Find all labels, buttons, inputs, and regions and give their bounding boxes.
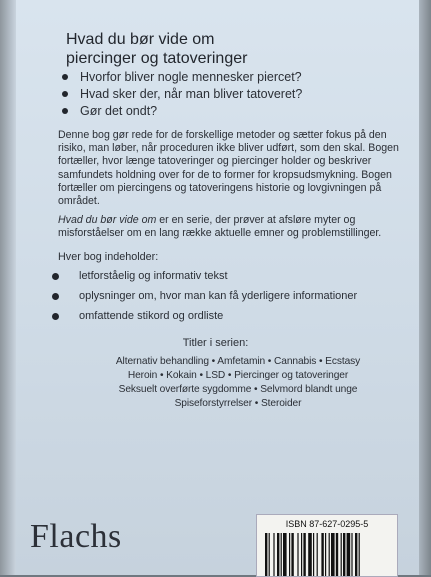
title-line-2: piercinger og tatoveringer — [66, 50, 248, 67]
list-item: oplysninger om, hvor man kan få yderligere informationer — [52, 286, 357, 306]
list-item: omfattende stikord og ordliste — [52, 306, 357, 326]
isbn-barcode-box — [256, 514, 398, 577]
series-line: Heroin • Kokain • LSD • Piercinger og tatoveringer — [127, 370, 349, 381]
cover-right-edge — [419, 0, 431, 575]
contents-list — [52, 266, 357, 326]
contents-heading: Hver bog indeholder: — [58, 251, 159, 263]
bullet-icon — [52, 293, 59, 300]
series-line: Seksuelt overførte sygdomme • Selvmord blandt unge — [118, 384, 358, 395]
isbn-number: ISBN 87-627-0295-5 — [285, 519, 369, 529]
barcode-icon — [263, 533, 391, 576]
bullet-icon — [62, 91, 68, 97]
series-titles — [18, 355, 431, 411]
bullet-icon — [52, 313, 59, 320]
series-line: Spiseforstyrrelser • Steroider — [174, 398, 302, 409]
title-line-1: Hvad du bør vide om — [66, 31, 215, 48]
cover-left-edge — [0, 0, 16, 575]
list-item: letforståelig og informativ tekst — [52, 266, 357, 286]
book-title — [66, 30, 247, 68]
bullet-icon — [62, 74, 68, 80]
list-item: Gør det ondt? — [62, 102, 302, 119]
description-paragraph: Denne bog gør rede for de forskellige metoder og sætter fokus på den risiko, man løber, når proceduren ikke bliver udført, som den skal. Bogen fortæller, hvor længe tatoveringer og piercinger holder og beskriver samfundets holdning over for de to former for kropsudsmykning. Bogen fortæller om piercingens og tatoveringens historie og lovgivningen på området. — [58, 129, 399, 208]
bullet-icon — [62, 108, 68, 114]
series-line: Alternativ behandling • Amfetamin • Cannabis • Ecstasy — [115, 356, 361, 367]
series-paragraph: Hvad du bør vide om er en serie, der prøver at afsløre myter og misforståelser om en lang række aktuelle emner og problemstillinger. — [58, 214, 382, 240]
series-name: Hvad du bør vide om — [58, 214, 157, 226]
question-list — [62, 68, 302, 119]
bullet-icon — [52, 273, 59, 280]
series-heading: Titler i serien: — [182, 337, 249, 349]
list-item: Hvorfor bliver nogle mennesker piercet? — [62, 68, 302, 85]
publisher-logo: Flachs — [30, 518, 122, 555]
list-item: Hvad sker der, når man bliver tatoveret? — [62, 85, 302, 102]
